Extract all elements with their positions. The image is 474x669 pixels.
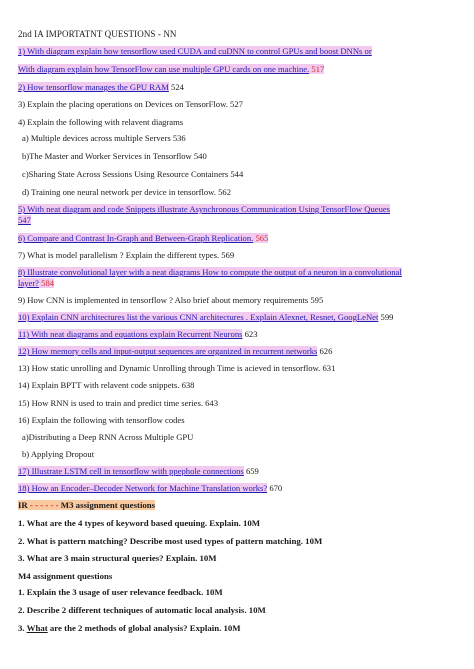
question-4: 4) Explain the following with relavent diagrams	[18, 117, 184, 127]
ir-section-header: IR - - - - - - M3 assignment questions	[18, 500, 156, 510]
question-1b: With diagram explain how TensorFlow can use multiple GPU cards on one machine. 517	[18, 64, 325, 74]
m4-section-title: M4 assignment questions	[18, 571, 113, 581]
page-ref: 565	[255, 233, 269, 243]
question-4b: b)The Master and Worker Services in Tensorflow 540	[22, 151, 207, 161]
page-ref: 659	[245, 466, 259, 476]
question-7: 7) What is model parallelism ? Explain the different types. 569	[18, 250, 235, 260]
page-ref: 626	[319, 346, 333, 356]
question-4d: d) Training one neural network per device in tensorflow. 562	[22, 187, 231, 197]
m3-question-2: 2. What is pattern matching? Describe most used types of pattern matching. 10M	[18, 536, 323, 546]
question-11: 11) With neat diagrams and equations explain Recurrent Neurons 623	[18, 329, 258, 339]
question-5a: 5) With neat diagram and code Snippets illustrate Asynchronous Communication Using TensorFlow Queues	[18, 204, 391, 214]
question-18: 18) How an Encoder–Decoder Network for Machine Translation works? 670	[18, 483, 283, 493]
page-ref: 524	[171, 82, 184, 92]
question-10: 10) Explain CNN architectures list the various CNN architectures . Explain Alexnet, Resnet, GoogLeNet 599	[18, 312, 394, 322]
question-1a: 1) With diagram explain how tensorflow used CUDA and cuDNN to control GPUs and boost DNNs or	[18, 46, 372, 56]
m3-question-3: 3. What are 3 main structural queries? Explain. 10M	[18, 553, 217, 563]
page-ref: 599	[380, 312, 394, 322]
question-13: 13) How static unrolling and Dynamic Unrolling through Time is acieved in tensorflow. 631	[18, 363, 336, 373]
question-15: 15) How RNN is used to train and predict time series. 643	[18, 398, 219, 408]
page-ref: 670	[269, 483, 283, 493]
page-ref: 623	[244, 329, 258, 339]
page-ref: 517	[311, 64, 325, 74]
question-6: 6) Compare and Contrast In-Graph and Between-Graph Replication. 565	[18, 233, 269, 243]
question-4a: a) Multiple devices across multiple Servers 536	[22, 133, 186, 143]
m4-question-3: 3. What are the 2 methods of global analysis? Explain. 10M	[18, 623, 241, 633]
question-12: 12) How memory cells and input-output sequences are organized in recurrent networks 626	[18, 346, 333, 356]
page-title: 2nd IA IMPORTATNT QUESTIONS - NN	[18, 29, 177, 39]
page-ref: 584	[41, 278, 55, 288]
question-16a: a)Distributing a Deep RNN Across Multiple GPU	[22, 432, 194, 442]
question-8b: layer? 584	[18, 278, 55, 288]
question-16: 16) Explain the following with tensorflow codes	[18, 415, 185, 425]
question-5b: 547	[18, 215, 31, 225]
m3-question-1: 1. What are the 4 types of keyword based queuing. Explain. 10M	[18, 518, 261, 528]
question-14: 14) Explain BPTT with relavent code snippets. 638	[18, 380, 195, 390]
question-2: 2) How tensorflow manages the GPU RAM 524	[18, 82, 184, 92]
question-4c: c)Sharing State Across Sessions Using Resource Containers 544	[22, 169, 244, 179]
m4-question-1: 1. Explain the 3 usage of user relevance feedback. 10M	[18, 587, 223, 597]
question-17: 17) Illustrate LSTM cell in tensorflow with ppephole connections 659	[18, 466, 259, 476]
question-8a: 8) Illustrate convolutional layer with a neat diagrams How to compute the output of a neuron in a convolutional	[18, 267, 402, 277]
question-9: 9) How CNN is implemented in tensorflow ? Also brief about memory requirements 595	[18, 295, 324, 305]
question-16b: b) Applying Dropout	[22, 449, 95, 459]
m4-question-2: 2. Describe 2 different techniques of automatic local analysis. 10M	[18, 605, 266, 615]
question-3: 3) Explain the placing operations on Devices on TensorFlow. 527	[18, 99, 243, 109]
